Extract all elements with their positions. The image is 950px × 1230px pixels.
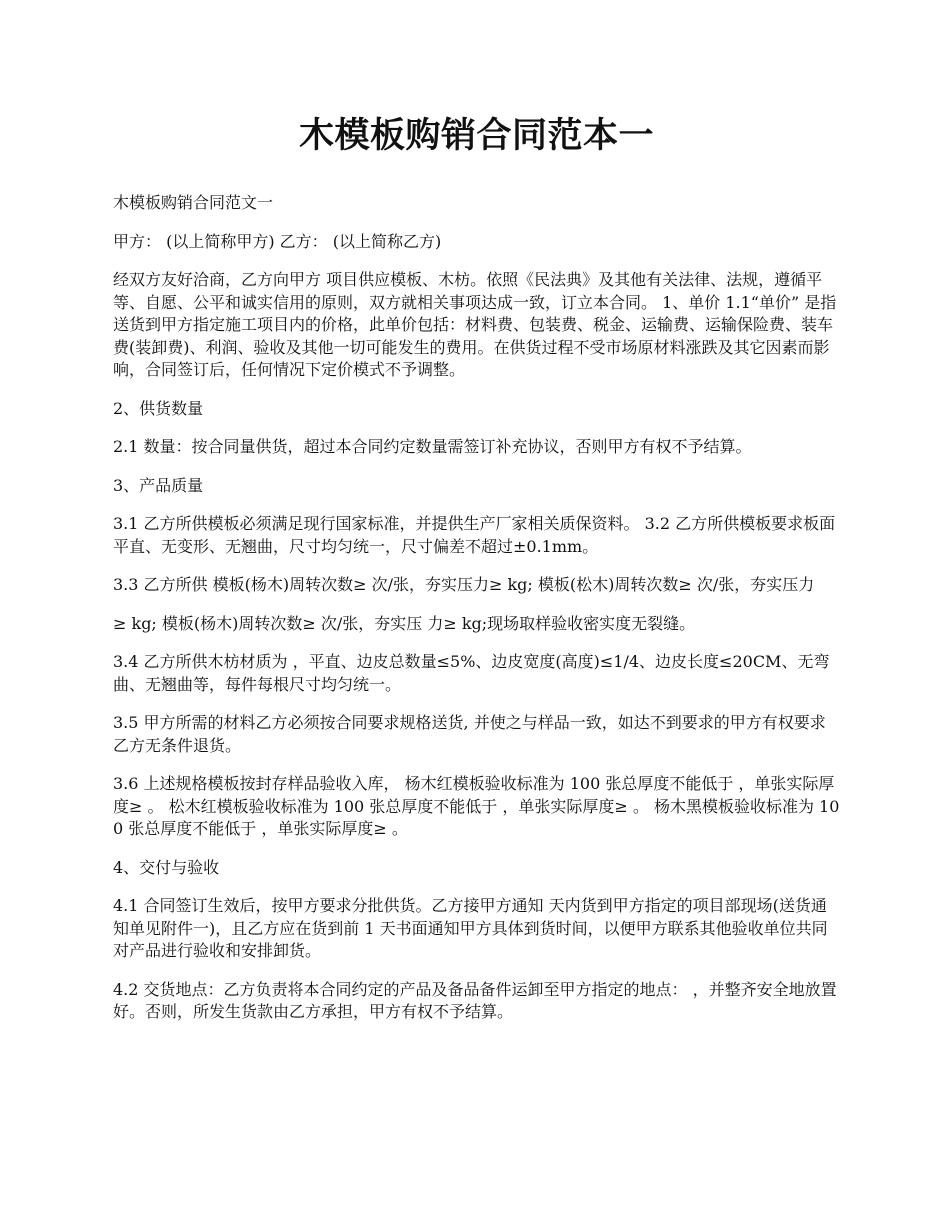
paragraph-3-4: 3.4 乙方所供木枋材质为 ，平直、边皮总数量≤5%、边皮宽度(高度)≤1/4、边皮长度≤20CM、无弯曲、无翘曲等，每件每根尺寸均匀统一。 bbox=[113, 652, 830, 694]
paragraph-4-2: 4.2 交货地点：乙方负责将本合同约定的产品及备品备件运卸至甲方指定的地点： ，并整齐安全地放置好。否则，所发生货款由乙方承担，甲方有权不予结算。 bbox=[113, 979, 837, 1021]
paragraph-preamble-unit-price: 经双方友好洽商，乙方向甲方 项目供应模板、木枋。依照《民法典》及其他有关法律、法规，遵循平等、自愿、公平和诚实信用的原则，双方就相关事项达成一致，订立本合同。 1、单价 1.1“单价” 是指送货到甲方指定施工项目内的价格，此单价包括：材料费、包装费、税金、运输费、运输保险费、装车费(装卸费)、利润、验收及其他一切可能发生的费用。在供货过程不受市场原材料涨跌及其它因素而影响，合同签订后，任何情况下定价模式不予调整。 bbox=[113, 270, 837, 379]
paragraph-3-1-3-2: 3.1 乙方所供模板必须满足现行国家标准，并提供生产厂家相关质保资料。 3.2 乙方所供模板要求板面平直、无变形、无翘曲，尺寸均匀统一，尺寸偏差不超过±0.1mm。 bbox=[113, 514, 836, 556]
section-heading-supply-quantity: 2、供货数量 bbox=[113, 398, 204, 418]
paragraph-3-3-continued: ≥ kg; 模板(杨木)周转次数≥ 次/张，夯实压 力≥ kg;现场取样验收密实度无裂缝。 bbox=[113, 613, 696, 633]
section-heading-product-quality: 3、产品质量 bbox=[113, 475, 204, 495]
paragraph-3-5: 3.5 甲方所需的材料乙方必须按合同要求规格送货, 并使之与样品一致，如达不到要求的甲方有权要求乙方无条件退货。 bbox=[113, 713, 826, 755]
paragraph-subtitle: 木模板购销合同范文一 bbox=[113, 193, 274, 212]
section-heading-delivery-acceptance: 4、交付与验收 bbox=[113, 857, 220, 877]
document-title: 木模板购销合同范本一 bbox=[298, 115, 654, 156]
paragraph-parties: 甲方： (以上简称甲方) 乙方： (以上简称乙方) bbox=[113, 231, 442, 251]
paragraph-2-1: 2.1 数量：按合同量供货，超过本合同约定数量需签订补充协议，否则甲方有权不予结算。 bbox=[113, 437, 752, 456]
paragraph-3-3: 3.3 乙方所供 模板(杨木)周转次数≥ 次/张，夯实压力≥ kg; 模板(松木)周转次数≥ 次/张，夯实压力 bbox=[113, 575, 815, 594]
paragraph-3-6: 3.6 上述规格模板按封存样品验收入库， 杨木红模板验收标准为 100 张总厚度不能低于 ，单张实际厚度≥ 。 松木红模板验收标准为 100 张总厚度不能低于 ，单张实际厚度≥ 。 杨木黑模板验收标准为 100 张总厚度不能低于 ，单张实际厚度≥ 。 bbox=[113, 774, 840, 838]
paragraph-4-1: 4.1 合同签订生效后，按甲方要求分批供货。乙方接甲方通知 天内货到甲方指定的项目部现场(送货通知单见附件一)，且乙方应在货到前 1 天书面通知甲方具体到货时间，以便甲方联系其他验收单位共同对产品进行验收和安排卸货。 bbox=[113, 896, 828, 960]
